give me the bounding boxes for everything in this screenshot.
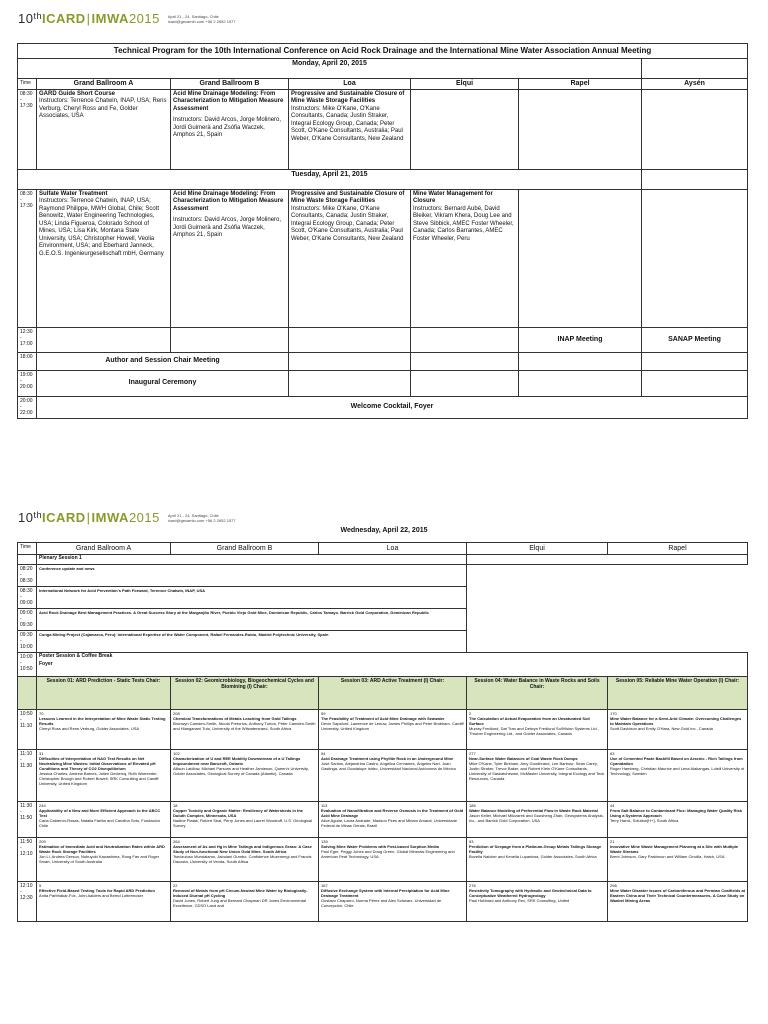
sanap-meeting: SANAP Meeting (642, 327, 748, 352)
paper-title: Effective Field-Based Testing Tools for Rapid ARD Prediction (39, 888, 155, 893)
talk-cell (467, 710, 608, 750)
talk-cell (319, 750, 467, 802)
time-cell: 09:00 - 09:30 (18, 609, 37, 631)
time-cell: 10:50 - 11:10 (18, 710, 37, 750)
time-cell: 08:30 - 17:30 (18, 189, 37, 327)
paper-title: Assessment of As and Hg in Mine Tailings and Indigenous Grass: A Case Study of Non-functional New Union Gold Mine, South Africa (173, 844, 312, 854)
time-cell: 11:50 - 12:10 (18, 838, 37, 882)
paper-authors: Terry Harck, Solution[H+], South Africa (610, 818, 679, 823)
paper-authors: Paul Eger, Peggy Jones and Doug Green, Global Minerals Engineering and American Peat Technology, USA (321, 849, 455, 859)
conference-logo: 10thICARD|IMWA2015 (18, 510, 160, 525)
paper-number: 21 (610, 839, 615, 844)
talk-row (18, 802, 748, 838)
paper-title: From Salt Balance to Contaminant Flux: Managing Water Quality Risk Using a Systems Approach (610, 808, 743, 818)
talk-cell (608, 802, 748, 838)
talk-cell (171, 838, 319, 882)
paper-number: 70 (39, 711, 44, 716)
paper-number: 167 (321, 883, 328, 888)
session-header: Session 02: Geomicrobiology, Biogeochemical Cycles and Biomining (I) Chair: (171, 677, 319, 710)
plenary-row (18, 631, 748, 653)
page2-header (18, 510, 236, 525)
talk-cell (171, 750, 319, 802)
paper-title: Estimation of Immediate Acid and Neutralization Rates within ARD Waste Rock Storage Facilities (39, 844, 165, 854)
paper-number: 264 (173, 839, 180, 844)
paper-authors: Alice Aguiar, Laura Andrade, Madson Pires and Miriam Amaral, Universidade Federal de Minas Gerais, Brazil (321, 818, 458, 828)
day-heading: Monday, April 20, 2015 (18, 59, 642, 79)
paper-number: 185 (469, 803, 476, 808)
paper-authors: José Santos, Alejandrina Castro, Angélica Cervantes, Ángeles Nari, Juan Gastinga, and Guadalupe Isidro, Universidad Nacional Autónoma de México (321, 761, 456, 771)
course-cell: Mine Water Management for Closure Instructors: Bernard Aubé, David Bleiker, Vikram Khera, Doug Lee and Steve Sibbick, AMEC Foster Wheeler, Canada; Carlos Barrantes, AMEC Foster Wheeler, Peru (411, 189, 519, 327)
paper-title: Diffusive Exchange System with Internal Precipitation for Acid Mine Drainage Treatment (321, 888, 450, 898)
talk-cell (37, 802, 171, 838)
talk-cell (467, 838, 608, 882)
paper-title: Removal of Metals from pH Circum-Neutral Mine Water by Biologically-Induced Diurnal pH Cycling (173, 888, 308, 898)
session-header: Session 04: Water Balance in Waste Rocks and Soils Chair: (467, 677, 608, 710)
day-heading: Wednesday, April 22, 2015 (340, 527, 428, 534)
paper-number: 94 (321, 751, 326, 756)
paper-number: 31 (39, 751, 44, 756)
paper-title: Mine Water Balance for a Semi-Arid Climate: Overcoming Challenges to Maintain Operations (610, 716, 742, 726)
plenary-talk: International Network for Acid Prevention's Path Forward, Terrence Chatwin, INAP, USA (37, 587, 467, 609)
talk-cell (467, 882, 608, 922)
time-cell: 09:30 - 10:00 (18, 631, 37, 653)
talk-cell (608, 838, 748, 882)
course-cell: Progressive and Sustainable Closure of Mine Waste Storage Facilities Instructors: Mike O'Kane, O'Kane Consultants, Canada; Justin Straker, Integral Ecology Group, Canada; Peter Scott, O'Kane Consultants, Australia; Paul Weber, O'Kane Consultants, New Zealand (289, 89, 411, 169)
paper-number: 170 (610, 711, 617, 716)
paper-title: Prediction of Seepage from a Platinum-Group Metals Tailings Storage Facility (469, 844, 602, 854)
day-heading: Tuesday, April 21, 2015 (18, 169, 642, 189)
paper-number: 102 (173, 751, 180, 756)
plenary-row (18, 587, 748, 609)
paper-authors: Carla Calderón-Rosas, Natalia Farfán and Carolina Soto, Fundación Chile (39, 818, 160, 828)
paper-authors: Bozelia Naicker and Kenelia Lupankwa, Golder Associates, South Africa (469, 854, 597, 859)
paper-authors: Allison Laidlow, Michael Parsons and Heather Jamieson, Queen's University, Golder Associates, Geological Survey of Canada (Atlantic), Canada (173, 766, 309, 776)
plenary-talk: Conference update and news (37, 565, 467, 587)
paper-number: 208 (173, 711, 180, 716)
paper-authors: Brent Johnson, Gary Parkinson and William Cincilla, Hatch, USA (610, 854, 725, 859)
paper-authors: Tsedzuluso Mundalamo, Jabulani Gumbo, Confidence Muzenengi and Francis Dacosta, University of Venda, South Africa (173, 854, 312, 864)
talk-cell (608, 710, 748, 750)
paper-title: Water Balance Modeling of Preferential Flow in Waste Rock Material (469, 808, 598, 813)
time-cell: 11:10 - 11:30 (18, 750, 37, 802)
paper-authors: Devin Sapsford, Lawrence de Leeuw, James Phillips and Peter Brabham. Cardiff University, United Kingdom (321, 721, 464, 731)
paper-number: 44 (610, 803, 615, 808)
talk-row (18, 882, 748, 922)
paper-authors: Bronwyn Camden-Smith, Nicola Pretorius, Anthony Turton, Peter Camden-Smith and Hlanganani Tutu, University of the Witwatersrand, South Africa (173, 721, 316, 731)
paper-authors: Scott Davidson and Emily O'Hara, New Gold Inc., Canada (610, 726, 713, 731)
time-cell: 08:20 - 08:30 (18, 565, 37, 587)
paper-authors: Mike O'Kane, Tyler Birkham, Amy Goodbrand, Lee Barbour, Sean Carey, Justin Straker, Trevor Baker, and Robert Klein O'Kane Consultants, University of Saskatchewan, McMaster University, Integral Ecology and Teck Resources, Canada (469, 761, 605, 781)
talk-cell (319, 838, 467, 882)
paper-title: Copper Toxicity and Organic Matter: Resiliency of Watersheds in the Duluth Complex, Minnesota, USA (173, 808, 304, 818)
paper-authors: Anita Parbhakar-Fox, John Aalders and Bernd Lottermoser (39, 893, 144, 898)
paper-title: The Calculation of Actual Evaporation from an Unsaturated Soil Surface (469, 716, 590, 726)
paper-number: 59 (321, 711, 326, 716)
talk-cell (319, 882, 467, 922)
paper-number: 5 (39, 883, 42, 888)
program-table-page1: Technical Program for the 10th International Conference on Acid Rock Drainage and the International Mine Water Association Annual Meeting Monday, April 20, 2015 Time Grand Ballroom A Grand Ballroom B Loa Elqui Rapel Aysén 08:30 - 17:30 GARD Guide Short Course Instructors: Terrence Chatwin, INAP, USA; Rens Verburg, Cheryl Ross and Fe, Golder Associates, USA Acid Mine Drainage Modeling: From Characterization to Mitigation Measure Assessment Instructors: David Arcos, Jorge Molinero, Jordi Guimerà and Zsófia Waczek, Amphos 21, Spain Progressive and Sustainable Closure of Mine Waste Storage Facilities Instructors: Mike O'Kane, O'Kane Consultants, Canada; Justin Straker, Integral Ecology Group, Canada; Peter Scott, O'Kane Consultants, Australia; Paul Weber, O'Kane Consultants, New Zealand Tuesday, April 21, 2015 08:30 - 17:30 Sulfate Water Treatment Instructors: Terrence Chatwin, INAP, USA; Raymond Philippe, MWH Global, Chile; Scott Benowitz, Water Engineering Technologies, USA; Linda Figueroa, Colorado School of Mines, USA; Lisa Kirk, Montana State University, USA; Christopher Howell, Veolia Environment, USA; and Eberhard Janneck, G.E.O.S. Ingenieurgesellschaft mbH, Germany Acid Mine Drainage Modeling: From Characterization to Mitigation Measure Assessment Instructors: David Arcos, Jorge Molinero, Jordi Guimerà and Zsófia Waczek, Amphos 21, Spain Progressive and Sustainable Closure of Mine Waste Storage Facilities Instructors: Mike O'Kane, O'Kane Consultants, Canada; Justin Straker, Integral Ecology Group, Canada; Peter Scott, O'Kane Consultants, Australia; Paul Weber, O'Kane Consultants, New Zealand Mine Water Management for Closure Instructors: Bernard Aubé, David Bleiker, Vikram Khera, Doug Lee and Steve Sibbick, AMEC Foster Wheeler, Canada; Carlos Barrantes, AMEC Foster Wheeler, Peru 12:30 - 17:00 INAP Meeting SANAP Meeting 18:00 Author and Session Chair Meeting 19:00 - 20:00 Inaugural Ceremony 20:00 - 22:00 Welcome Cocktail, Foyer (17, 43, 748, 419)
column-header-row: Time Grand Ballroom A Grand Ballroom B Loa Elqui Rapel Aysén (18, 79, 748, 90)
paper-title: Applicability of a New and More Efficient Approach to the ABCC Test (39, 808, 161, 818)
session-header: Session 05: Reliable Mine Water Operation (I) Chair: (608, 677, 748, 710)
plenary-row (18, 565, 748, 587)
paper-number: 276 (469, 883, 476, 888)
talk-cell (37, 838, 171, 882)
talk-row (18, 838, 748, 882)
talk-row (18, 750, 748, 802)
course-cell: Progressive and Sustainable Closure of Mine Waste Storage Facilities Instructors: Mike O'Kane, O'Kane Consultants, Canada; Justin Straker, Integral Ecology Group, Canada; Peter Scott, O'Kane Consultants, Australia; Paul Weber, O'Kane Consultants, New Zealand (289, 189, 411, 327)
session-header: Session 01: ARD Prediction - Static Tests Chair: (37, 677, 171, 710)
paper-number: 93 (469, 839, 474, 844)
paper-authors: Murray Fredlund, Dat Tran and Delwyn Fredlund SoilVision Systems Ltd., Thruber Engineering Ltd., and Golder Associates, Canada (469, 726, 599, 736)
time-cell: 11:30 - 11:50 (18, 802, 37, 838)
talk-cell (608, 750, 748, 802)
talk-cell (37, 710, 171, 750)
paper-title: Chemical Transformations of Metals Leaching from Gold Tailings (173, 716, 297, 721)
paper-authors: Roger Hamberg, Christian Maurice and Lena Alakangas, Luleå University of Technology, Sweden (610, 766, 745, 776)
paper-number: 63 (610, 751, 615, 756)
paper-number: 244 (39, 803, 46, 808)
paper-title: Evaluation of Nanofiltration and Reverse Osmosis in the Treatment of Gold Acid Mine Drainage (321, 808, 464, 818)
paper-title: Resistivity Tomography with Hydraulic and Geotechnical Data to Conceptualize Weathered Hydrogeology (469, 888, 592, 898)
paper-title: The Feasibility of Treatment of Acid Mine Drainage with Seawater (321, 716, 445, 721)
paper-title: Characterization of U and REE Mobility Downstream of a U Tailings Impoundment near Bancroft, Ontario (173, 756, 301, 766)
paper-title: Use of Cemented Paste Backfill Based on Arsenic - Rich Tailings from Cyanidation (610, 756, 743, 766)
talk-cell (171, 710, 319, 750)
time-cell: 08:30 - 09:00 (18, 587, 37, 609)
time-cell: 12:10 - 12:30 (18, 882, 37, 922)
paper-authors: David Jones, Robert Jung and Bernard Chapman DR Jones Environmental Excellence, CDSO Land and (173, 898, 306, 908)
paper-title: Acid Drainage Treatment using Phyllite Rock in an Underground Mine (321, 756, 454, 761)
talk-cell (319, 710, 467, 750)
paper-number: 209 (39, 839, 46, 844)
author-meeting: Author and Session Chair Meeting (37, 352, 289, 370)
conference-logo: 10thICARD|IMWA2015 (18, 11, 160, 26)
monday-row (18, 89, 748, 169)
welcome-cocktail: Welcome Cocktail, Foyer (37, 396, 748, 418)
tuesday-row (18, 189, 748, 327)
paper-authors: Nadine Piatak, Robert Seal, Perry Jones and Laurel Woodruff, U.S. Geological Survey (173, 818, 313, 828)
plenary-heading: Plenary Session 1 (37, 555, 467, 565)
talk-cell (467, 802, 608, 838)
paper-authors: Jun Li, Andrea Gerson, Nobuyuki Kawashima, Rong Fan and Roger Smart, University of South Australia (39, 854, 160, 864)
paper-number: 298 (610, 883, 617, 888)
paper-authors: Jason Keller, Michael Milczarek and Guosheng Zhan, Geosystems Analysis, Inc., and Barrick Gold Corporation, USA (469, 813, 604, 823)
plenary-talk: Conga Mining Project (Cajamarca, Peru): International Expertise of the Water Component, Rafael Fernandez-Rubio, Madrid Polytechnic University, Spain (37, 631, 467, 653)
paper-title: Difficulties of Interpretation of NAG Test Results on Net Neutralizing Mine Wastes: Initial Observations of Elevated pH Conditions and Theory of CO2 Disequilibrium (39, 756, 156, 771)
column-header-row: Time Grand Ballroom A Grand Ballroom B Loa Elqui Rapel (18, 543, 748, 555)
paper-title: Near-Surface Water Balances of Coal Waste Rock Dumps (469, 756, 578, 761)
page1-header (18, 11, 236, 26)
inaugural-ceremony: Inaugural Ceremony (37, 370, 289, 396)
header-contact: April 21 - 24, Santiago, Chile icard@gecamin.com +56 2 2652 1577 (167, 513, 236, 523)
plenary-talk: Acid Rock Drainage Best Management Practices. A Great Success Story at the Marganjito River, Pueblo Viejo Gold Mine, Dominican Republic, Carlos Tamayo. Barrick Gold Corporation, Dominican Republic (37, 609, 467, 631)
course-cell: Acid Mine Drainage Modeling: From Characterization to Mitigation Measure Assessment Instructors: David Arcos, Jorge Molinero, Jordi Guimerà and Zsófia Waczek, Amphos 21, Spain (171, 189, 289, 327)
paper-number: 113 (321, 803, 328, 808)
inap-meeting: INAP Meeting (519, 327, 642, 352)
paper-title: Mine Water Disaster Issues of Carboniferous and Permian Coalfields at Eastern China and Their Technical Countermeasures- A Case Study on Wanbei Mining Areas (610, 888, 745, 903)
session-header-row (18, 677, 748, 710)
paper-authors: Gustavo Chaparro, Norma Pérez and Alex Schwarz, Universidad de Concepción, Chile (321, 898, 442, 908)
paper-number: 139 (321, 839, 328, 844)
program-title: Technical Program for the 10th International Conference on Acid Rock Drainage and the International Mine Water Association Annual Meeting (18, 44, 748, 59)
plenary-row (18, 609, 748, 631)
course-cell: GARD Guide Short Course Instructors: Terrence Chatwin, INAP, USA; Rens Verburg, Cheryl Ross and Fe, Golder Associates, USA (37, 89, 171, 169)
course-cell: Sulfate Water Treatment Instructors: Terrence Chatwin, INAP, USA; Raymond Philippe, MWH Global, Chile; Scott Benowitz, Water Engineering Technologies, USA; Linda Figueroa, Colorado School of Mines, USA; Lisa Kirk, Montana State University, USA; Christopher Howell, Veolia Environment, USA; and Eberhard Janneck, G.E.O.S. Ingenieurgesellschaft mbH, Germany (37, 189, 171, 327)
course-cell: Acid Mine Drainage Modeling: From Characterization to Mitigation Measure Assessment Instructors: David Arcos, Jorge Molinero, Jordi Guimerà and Zsófia Waczek, Amphos 21, Spain (171, 89, 289, 169)
talk-cell (171, 882, 319, 922)
talk-cell (608, 882, 748, 922)
header-contact: April 21 - 24, Santiago, Chile icard@gecamin.com +56 2 2652 1577 (167, 14, 236, 24)
meeting-row: 12:30 - 17:00 INAP Meeting SANAP Meeting (18, 327, 748, 352)
paper-authors: Jessica Charles, Andrew Barnes, Julien Declercq, Ruth Warrender, Christopher Brough and Robert Bowell, SRK Consulting and Cardiff University, United Kingdom (39, 771, 159, 786)
talk-cell (467, 750, 608, 802)
session-header: Session 03: ARD Active Treatment (I) Chair: (319, 677, 467, 710)
paper-authors: Paul Hubbard and Anthony Rex, SRK Consulting, United (469, 898, 570, 903)
paper-title: Lessons Learned in the Interpretation of Mine Waste Static Testing Results (39, 716, 166, 726)
paper-number: 22 (173, 883, 178, 888)
paper-number: 18 (173, 803, 178, 808)
paper-number: 277 (469, 751, 476, 756)
paper-authors: Cheryl Ross and Rens Verburg, Golder Associates, USA (39, 726, 140, 731)
poster-row: 10:00 - 10:50 Poster Session & Coffee Break Foyer (18, 653, 748, 677)
time-cell: 08:30 - 17:30 (18, 89, 37, 169)
talk-cell (319, 802, 467, 838)
talk-row (18, 710, 748, 750)
talk-cell (37, 882, 171, 922)
talk-cell (37, 750, 171, 802)
paper-title: Solving Mine Water Problems with Post-based Sorption Media (321, 844, 439, 849)
talk-cell (171, 802, 319, 838)
program-table-page2 (17, 542, 748, 922)
paper-title: Innovative Mine Waste Management Planning at a Site with Multiple Waste Streams (610, 844, 739, 854)
paper-number: 2 (469, 711, 472, 716)
